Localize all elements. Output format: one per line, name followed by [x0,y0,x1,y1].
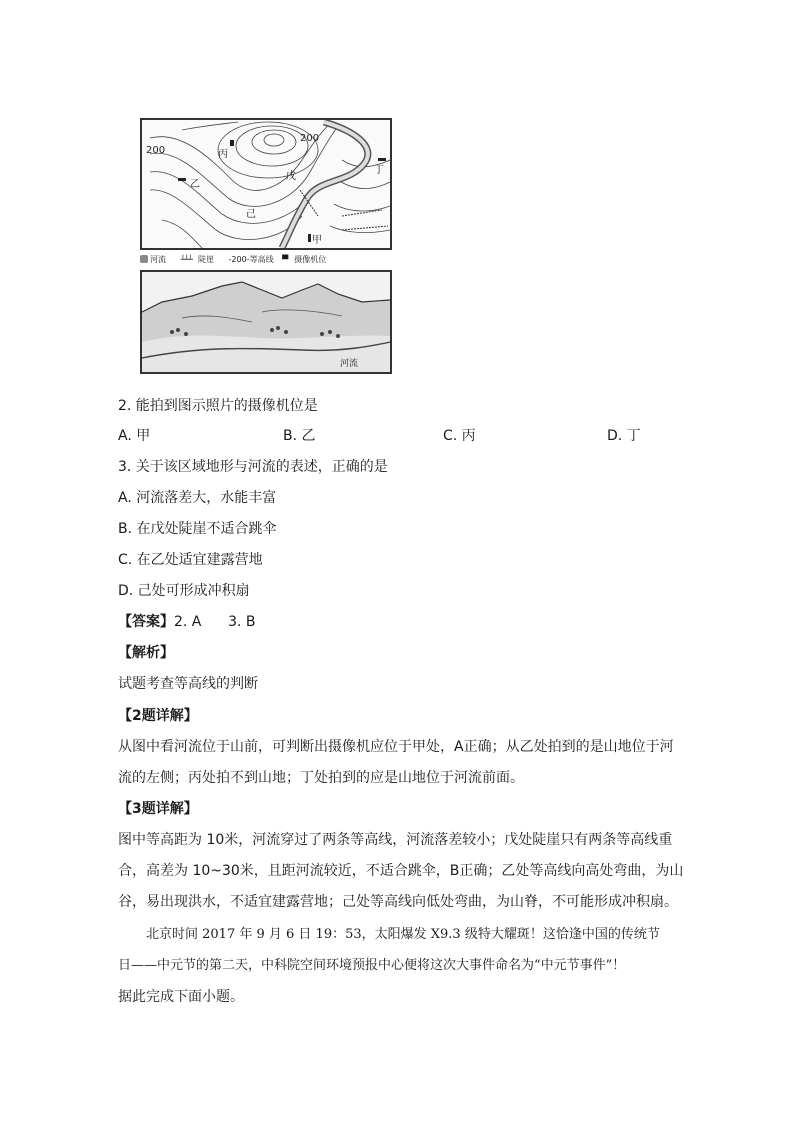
q3-detail-label: 【3题详解】 [118,801,198,817]
contour-map-drawing [142,120,390,248]
analysis-intro: 试题考查等高线的判断 [118,676,258,692]
passage-instruction: 据此完成下面小题。 [118,989,244,1005]
legend-cliff: ┴┴┴陡崖 [181,252,220,268]
q2-detail-line: 流的左侧；丙处拍不到山地；丁处拍到的应是山地位于河流前面。 [118,770,524,786]
map-legend [140,252,392,268]
q2-stem: 2. 能拍到图示照片的摄像机位是 [118,398,318,414]
q3-option-c: C. 在乙处适宜建露营地 [118,552,263,568]
q3-option-a: A. 河流落差大，水能丰富 [118,490,277,506]
q3-option-b: B. 在戊处陡崖不适合跳伞 [118,521,277,537]
contour-label-200-left: 200 [146,145,166,156]
landscape-photo [140,270,392,374]
q2-option-b: B. 乙 [283,428,316,444]
q3-detail-line: 图中等高距为 10米，河流穿过了两条等高线，河流落差较小；戊处陡崖只有两条等高线重 [118,832,673,848]
landscape-drawing [142,272,390,372]
legend-river: 河流 [140,252,172,268]
label-ding: 丁 [374,165,384,176]
passage-line: 日——中元节的第二天，中科院空间环境预报中心便将这次大事件命名为“中元节事件”！ [118,958,626,973]
label-ji: 己 [246,209,256,220]
label-jia: 甲 [312,235,322,246]
cliff-symbol-icon: ┴┴┴ [180,255,192,264]
q3-option-d: D. 己处可形成冲积扇 [118,583,250,599]
photo-river-label: 河流 [340,359,359,369]
q2-option-d: D. 丁 [607,428,641,444]
river-swatch-icon [140,255,148,263]
label-wu: 戊 [286,171,296,182]
label-bing: 丙 [218,149,228,160]
contour-label-200-right: 200 [300,133,320,144]
legend-camera: ▀摄像机位 [282,252,332,268]
answer-value: 2. A 3. B [174,614,256,630]
q3-detail-line: 合，高差为 10~30米，且距河流较近，不适合跳伞，B正确；乙处等高线向高处弯曲，为山 [118,863,684,879]
q2-detail-line: 从图中看河流位于山前，可判断出摄像机应位于甲处，A正确；从乙处拍到的是山地位于河 [118,739,674,755]
contour-map [140,118,392,250]
legend-contour: -200-等高线 [228,255,274,264]
label-yi: 乙 [190,179,200,190]
q2-detail-label: 【2题详解】 [118,708,198,724]
answer-label: 【答案】 [118,614,174,630]
q2-option-a: A. 甲 [118,428,151,444]
answer-line [118,612,256,632]
q3-detail-line: 谷，易出现洪水，不适宜建露营地；己处等高线向低处弯曲，为山脊，不可能形成冲积扇。 [118,894,678,910]
q2-option-c: C. 丙 [443,428,476,444]
q3-stem: 3. 关于该区域地形与河流的表述，正确的是 [118,459,388,475]
camera-symbol-icon: ▀ [282,255,289,264]
analysis-label: 【解析】 [118,645,174,661]
passage-line: 北京时间 2017 年 9 月 6 日 19：53，太阳爆发 X9.3 级特大耀斑！这恰逢中国的传统节 [146,927,660,942]
